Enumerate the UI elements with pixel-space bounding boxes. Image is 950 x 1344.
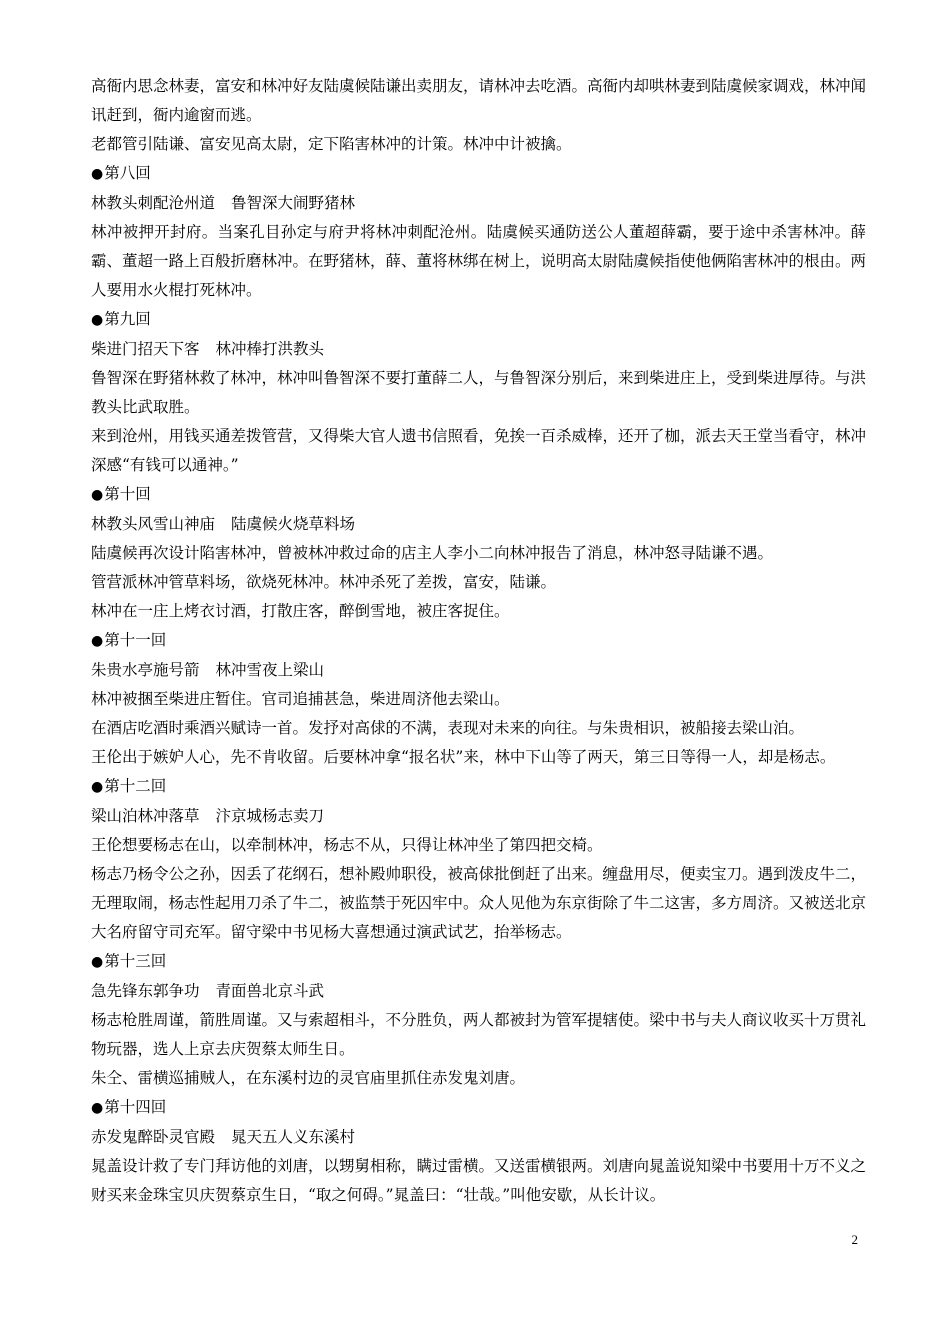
chapter-heading xyxy=(91,305,866,335)
chapter-title-left: 赤发鬼醉卧灵官殿 xyxy=(91,1128,216,1146)
paragraph: 来到沧州，用钱买通差拨管营，又得柴大官人遗书信照看，免挨一百杀威棒，还开了枷，派去天王堂当看守，林冲深感“有钱可以通神。” xyxy=(91,427,867,474)
bullet-icon: ● xyxy=(91,1100,104,1116)
chapter-title xyxy=(91,1123,866,1152)
bullet-icon: ● xyxy=(91,487,104,503)
document-body xyxy=(91,72,866,1210)
chapter-heading xyxy=(91,626,866,656)
chapter-heading xyxy=(91,947,866,977)
chapter-title-left: 柴进门招天下客 xyxy=(91,340,200,358)
chapter-number: 第十三回 xyxy=(104,952,167,970)
chapter-title-right: 林冲棒打洪教头 xyxy=(215,340,325,358)
chapter-heading xyxy=(91,772,866,802)
bullet-icon: ● xyxy=(91,633,104,649)
paragraph: 晁盖设计救了专门拜访他的刘唐，以甥舅相称，瞒过雷横。又送雷横银两。刘唐向晁盖说知梁中书要用十万不义之财买来金珠宝贝庆贺蔡京生日，“取之何碍。”晁盖曰：“壮哉。”叫他安歇，从长计议。 xyxy=(91,1157,867,1204)
paragraph: 陆虞候再次设计陷害林冲，曾被林冲救过命的店主人李小二向林冲报告了消息，林冲怒寻陆谦不遇。 xyxy=(91,544,774,562)
chapter-title xyxy=(91,335,866,364)
chapter-title-left: 林教头风雪山神庙 xyxy=(91,515,216,533)
chapter-number: 第九回 xyxy=(104,310,151,328)
paragraph: 王伦想要杨志在山，以牵制林冲，杨志不从，只得让林冲坐了第四把交椅。 xyxy=(91,836,603,854)
chapter-title xyxy=(91,656,866,685)
chapter-title-right: 陆虞候火烧草料场 xyxy=(231,515,356,533)
page-number: 2 xyxy=(851,1232,858,1247)
paragraph: 林冲被押开封府。当案孔目孙定与府尹将林冲刺配沧州。陆虞候买通防送公人董超薛霸，要于途中杀害林冲。薛霸、董超一路上百般折磨林冲。在野猪林，薛、董将林绑在树上，说明高太尉陆虞候指使他俩陷害林冲的根由。两人要用水火棍打死林冲。 xyxy=(91,223,867,299)
chapter-title-right: 鲁智深大闹野猪林 xyxy=(231,194,356,212)
chapter-title-right: 晁天五人义东溪村 xyxy=(231,1128,356,1146)
chapter-title-left: 朱贵水亭施号箭 xyxy=(91,661,200,679)
chapter-title xyxy=(91,977,866,1006)
chapter-number: 第十四回 xyxy=(104,1098,167,1116)
paragraph: 林冲被捆至柴进庄暂住。官司追捕甚急，柴进周济他去梁山。 xyxy=(91,690,510,708)
chapter-title-right: 汴京城杨志卖刀 xyxy=(215,807,325,825)
paragraph: 杨志乃杨令公之孙，因丢了花纲石，想补殿帅职役，被高俅批倒赶了出来。缠盘用尽，便卖宝刀。遇到泼皮牛二，无理取闹，杨志性起用刀杀了牛二，被监禁于死囚牢中。众人见他为东京街除了牛二这害，多方周济。又被送北京大名府留守司充军。留守梁中书见杨大喜想通过演武试艺，抬举杨志。 xyxy=(91,865,867,941)
chapter-title xyxy=(91,189,866,218)
paragraph: 林冲在一庄上烤衣讨酒，打散庄客，醉倒雪地，被庄客捉住。 xyxy=(91,602,510,620)
bullet-icon: ● xyxy=(91,954,104,970)
paragraph: 在酒店吃酒时乘酒兴赋诗一首。发抒对高俅的不满，表现对未来的向往。与朱贵相识，被船接去梁山泊。 xyxy=(91,719,805,737)
paragraph: 王伦出于嫉妒人心，先不肯收留。后要林冲拿“报名状”来，林中下山等了两天，第三日等得一人，却是杨志。 xyxy=(91,748,836,766)
bullet-icon: ● xyxy=(91,312,104,328)
bullet-icon: ● xyxy=(91,166,104,182)
chapter-number: 第十回 xyxy=(104,485,151,503)
chapter-title-left: 林教头刺配沧州道 xyxy=(91,194,216,212)
paragraph: 老都管引陆谦、富安见高太尉，定下陷害林冲的计策。林冲中计被擒。 xyxy=(91,135,572,153)
chapter-title-right: 林冲雪夜上梁山 xyxy=(215,661,325,679)
chapter-title-left: 梁山泊林冲落草 xyxy=(91,807,200,825)
chapter-heading xyxy=(91,159,866,189)
chapter-title-right: 青面兽北京斗武 xyxy=(215,982,325,1000)
bullet-icon: ● xyxy=(91,779,104,795)
paragraph: 鲁智深在野猪林救了林冲，林冲叫鲁智深不要打董薛二人，与鲁智深分别后，来到柴进庄上，受到柴进厚待。与洪教头比武取胜。 xyxy=(91,369,867,416)
chapter-number: 第八回 xyxy=(104,164,151,182)
paragraph: 朱仝、雷横巡捕贼人，在东溪村边的灵官庙里抓住赤发鬼刘唐。 xyxy=(91,1069,526,1087)
paragraph: 高衙内思念林妻，富安和林冲好友陆虞候陆谦出卖朋友，请林冲去吃酒。高衙内却哄林妻到陆虞候家调戏，林冲闻讯赶到，衙内逾窗而逃。 xyxy=(91,77,867,124)
chapter-title xyxy=(91,510,866,539)
paragraph: 管营派林冲管草料场，欲烧死林冲。林冲杀死了差拨，富安，陆谦。 xyxy=(91,573,557,591)
chapter-number: 第十二回 xyxy=(104,777,167,795)
chapter-heading xyxy=(91,480,866,510)
chapter-number: 第十一回 xyxy=(104,631,167,649)
paragraph: 杨志枪胜周谨，箭胜周谨。又与索超相斗，不分胜负，两人都被封为管军提辖使。梁中书与夫人商议收买十万贯礼物玩器，选人上京去庆贺蔡太师生日。 xyxy=(91,1011,867,1058)
chapter-title xyxy=(91,802,866,831)
chapter-title-left: 急先锋东郭争功 xyxy=(91,982,200,1000)
chapter-heading xyxy=(91,1093,866,1123)
